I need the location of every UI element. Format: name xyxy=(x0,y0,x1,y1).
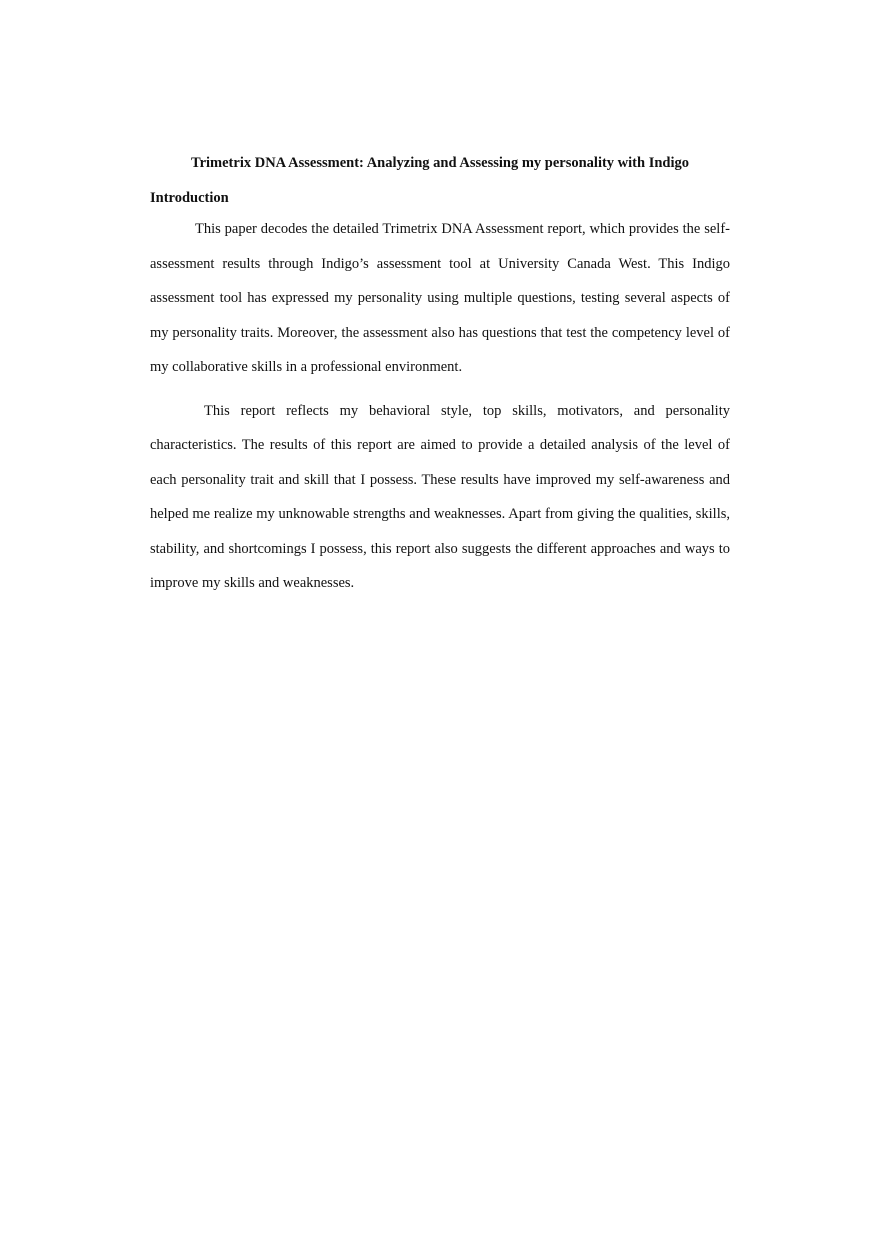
introduction-paragraph-1: This paper decodes the detailed Trimetrix DNA Assessment report, which provides the self-assessment results through Indigo’s assessment tool at University Canada West. This Indigo assessment tool has expressed my personality using multiple questions, testing several aspects of my personality traits. Moreover, the assessment also has questions that test the competency level of my collaborative skills in a professional environment. xyxy=(150,221,730,375)
section-heading-introduction: Introduction xyxy=(150,190,229,206)
document-title: Trimetrix DNA Assessment: Analyzing and Assessing my personality with Indigo xyxy=(190,155,689,171)
document-body xyxy=(150,150,730,601)
introduction-paragraph-2: This report reflects my behavioral style, top skills, motivators, and personality characteristics. The results of this report are aimed to provide a detailed analysis of the level of each personality trait and skill that I possess. These results have improved my self-awareness and helped me realize my unknowable strengths and weaknesses. Apart from giving the qualities, skills, stability, and shortcomings I possess, this report also suggests the different approaches and ways to improve my skills and weaknesses. xyxy=(150,402,730,591)
